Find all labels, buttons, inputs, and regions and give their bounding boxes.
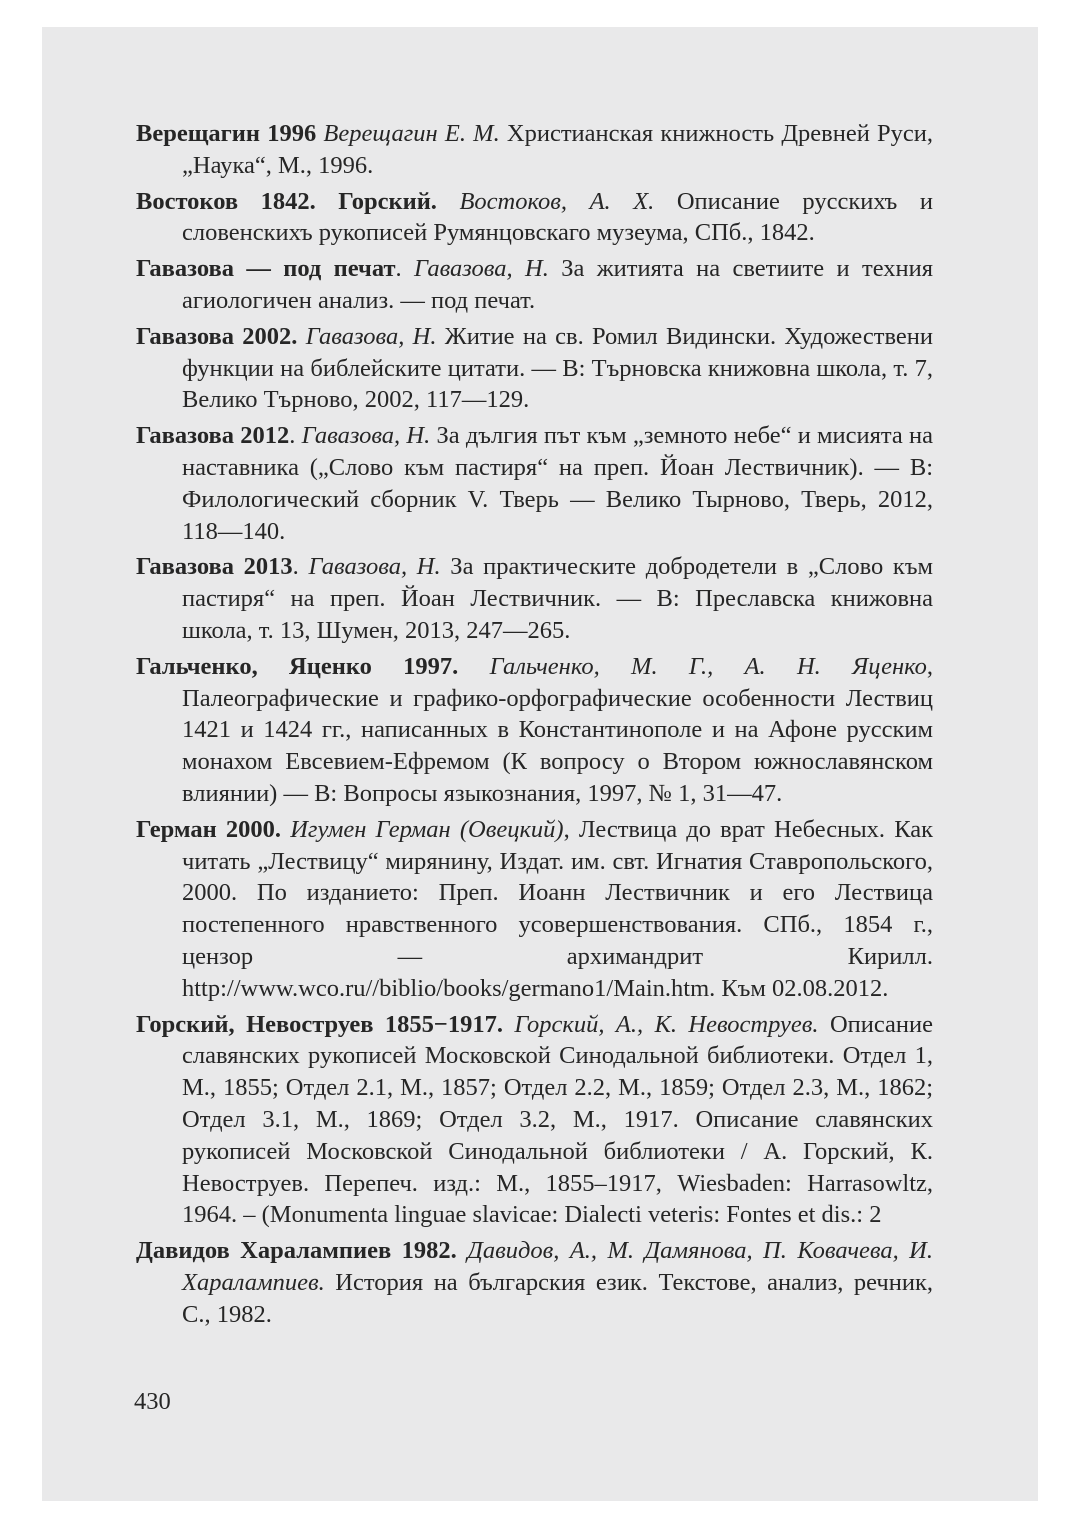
entry-key: Горский, Невоструев 1855−1917. [136, 1010, 503, 1038]
entry-authors: Гавазова, Н. [305, 322, 437, 350]
entry-text: Палеографические и графико-орфографические особенности Лествиц 1421 и 1424 гг., написанных в Константинополе и на Афоне русским монахом Евсевием-Ефремом (К вопросу о Втором южнославянском влиянии) — В: Вопросы языкознания, 1997, № 1, 31—47. [182, 684, 933, 807]
entry-key: Верещагин 1996 [136, 120, 317, 147]
entry-text: За практическите добродетели в „Слово към пастиря“ на преп. Йоан Лествичник. — В: Преславска книжовна школа, т. 13, Шумен, 2013, 247—265. [182, 553, 933, 644]
entry-key: Герман 2000. [136, 815, 282, 843]
bibliography-entry: Гавазова 2012. Гавазова, Н. За дългия път към „земното небе“ и мисията на наставника („Слово към пастиря“ на преп. Йоан Лествичник). — В: Филологический сборник V. Тверь — Велико Тырново, Тверь, 2012, 118—140. [136, 422, 934, 545]
bibliography-entry [136, 1009, 933, 1232]
entry-key: Гавазова — под печат [136, 255, 396, 283]
entry-text: Христианская книжность Древней Руси, „Наука“, М., 1996. [182, 120, 934, 179]
entry-text: За дългия път към „земното небе“ и мисията на наставника („Слово към пастиря“ на преп. Йоан Лествичник). — В: Филологический сборник V. Тверь — Велико Тырново, Тверь, 2012, 118—140. [182, 422, 934, 545]
page-number: 430 [134, 1388, 171, 1415]
entry-authors: Давидов, А., М. Дамянова, П. Ковачева, И. Харалампиев. [182, 1237, 933, 1296]
bibliography-entry [136, 1235, 933, 1330]
entry-authors: Горский, А., К. Невоструев. [514, 1010, 819, 1038]
entry-text: Лествица до врат Небесных. Как читать „Лествицу“ мирянину, Издат. им. свт. Игнатия Ставропольского, 2000. По изданието: Преп. Иоанн Лествичник и его Лествица постепенного нравственного усовершенствования. СПб., 1854 г., цензор — архимандрит Кирилл. http://www.wco.ru//biblio/books/germano1/Main.htm. Към 02.08.2012. [182, 815, 934, 1002]
entry-key: Давидов Харалампиев 1982. [136, 1237, 457, 1265]
entry-authors: Гавазова, Н. [414, 255, 549, 283]
entry-key: Гавазова 2012 [136, 422, 290, 450]
entry-key: Гавазова 2002. [136, 322, 298, 350]
entry-authors: Гавазова, Н. [308, 553, 441, 581]
bibliography-entry [136, 321, 933, 416]
entry-authors: Гальченко, М. Г., А. Н. Яценко [489, 652, 927, 680]
entry-key: Востоков 1842. Горский. [136, 187, 437, 215]
bibliography-entry: Гавазова — под печат. Гавазова, Н. За житията на светиите и техния агиологичен анализ. — под печат. [136, 255, 933, 314]
entry-text: За житията на светиите и техния агиологичен анализ. — под печат. [182, 255, 933, 314]
entry-authors: Востоков, А. Х. [459, 187, 655, 215]
entry-authors: Верещагин Е. М. [323, 120, 500, 147]
entry-key: Гальченко, Яценко 1997. [136, 652, 459, 680]
bibliography-entry [136, 186, 933, 250]
entry-text: Житие на св. Ромил Видински. Художествени функции на библейските цитати. — В: Търновска книжовна школа, т. 7, Велико Търново, 2002, 117—129. [182, 322, 933, 414]
bibliography-entry: Герман 2000. Игумен Герман (Овецкий), Лествица до врат Небесных. Как читать „Лествицу“ мирянину, Издат. им. свт. Игнатия Ставропольского, 2000. По изданието: Преп. Иоанн Лествичник и его Лествица постепенного нравственного усовершенствования. СПб., 1854 г., цензор — архимандрит Кирилл. http://www.wco.ru//biblio/books/germano1/Main.htm. Към 02.08.2012. [136, 815, 934, 1002]
entry-text: Описание русскихъ и словенскихъ рукописей Румянцовскаго музеума, СПб., 1842. [182, 187, 933, 247]
entry-text: Описание славянских рукописей Московской Синодальной библиотеки. Отдел 1, М., 1855; Отдел 2.1, М., 1857; Отдел 2.2, М., 1859; Отдел 2.3, М., 1862; Отдел 3.1, М., 1869; Отдел 3.2, М., 1917. Описание славянских рукописей Московской Синодальной библиотеки / А. Горский, К. Невоструев. Перепеч. изд.: М., 1855–1917, Wiesbaden: Harrasowltz, 1964. – (Monumenta linguae slavicae: Dialecti veteris: Fontes et dis.: 2 [182, 1010, 933, 1229]
entry-authors: Гавазова, Н. [301, 422, 431, 450]
bibliography-entry: Гавазова 2013. Гавазова, Н. За практическите добродетели в „Слово към пастиря“ на преп. Йоан Лествичник. — В: Преславска книжовна школа, т. 13, Шумен, 2013, 247—265. [136, 553, 933, 644]
entry-text: История на българския език. Текстове, анализ, речник, С., 1982. [182, 1268, 934, 1328]
entry-authors: Игумен Герман (Овецкий) [290, 815, 564, 843]
bibliography-entry: Гальченко, Яценко 1997. Гальченко, М. Г., А. Н. Яценко, Палеографические и графико-орфографические особенности Лествиц 1421 и 1424 гг., написанных в Константинополе и на Афоне русским монахом Евсевием-Ефремом (К вопросу о Втором южнославянском влиянии) — В: Вопросы языкознания, 1997, № 1, 31—47. [136, 652, 933, 807]
bibliography-entry [136, 118, 933, 182]
entry-key: Гавазова 2013 [136, 553, 293, 581]
bibliography-list [136, 118, 933, 1334]
